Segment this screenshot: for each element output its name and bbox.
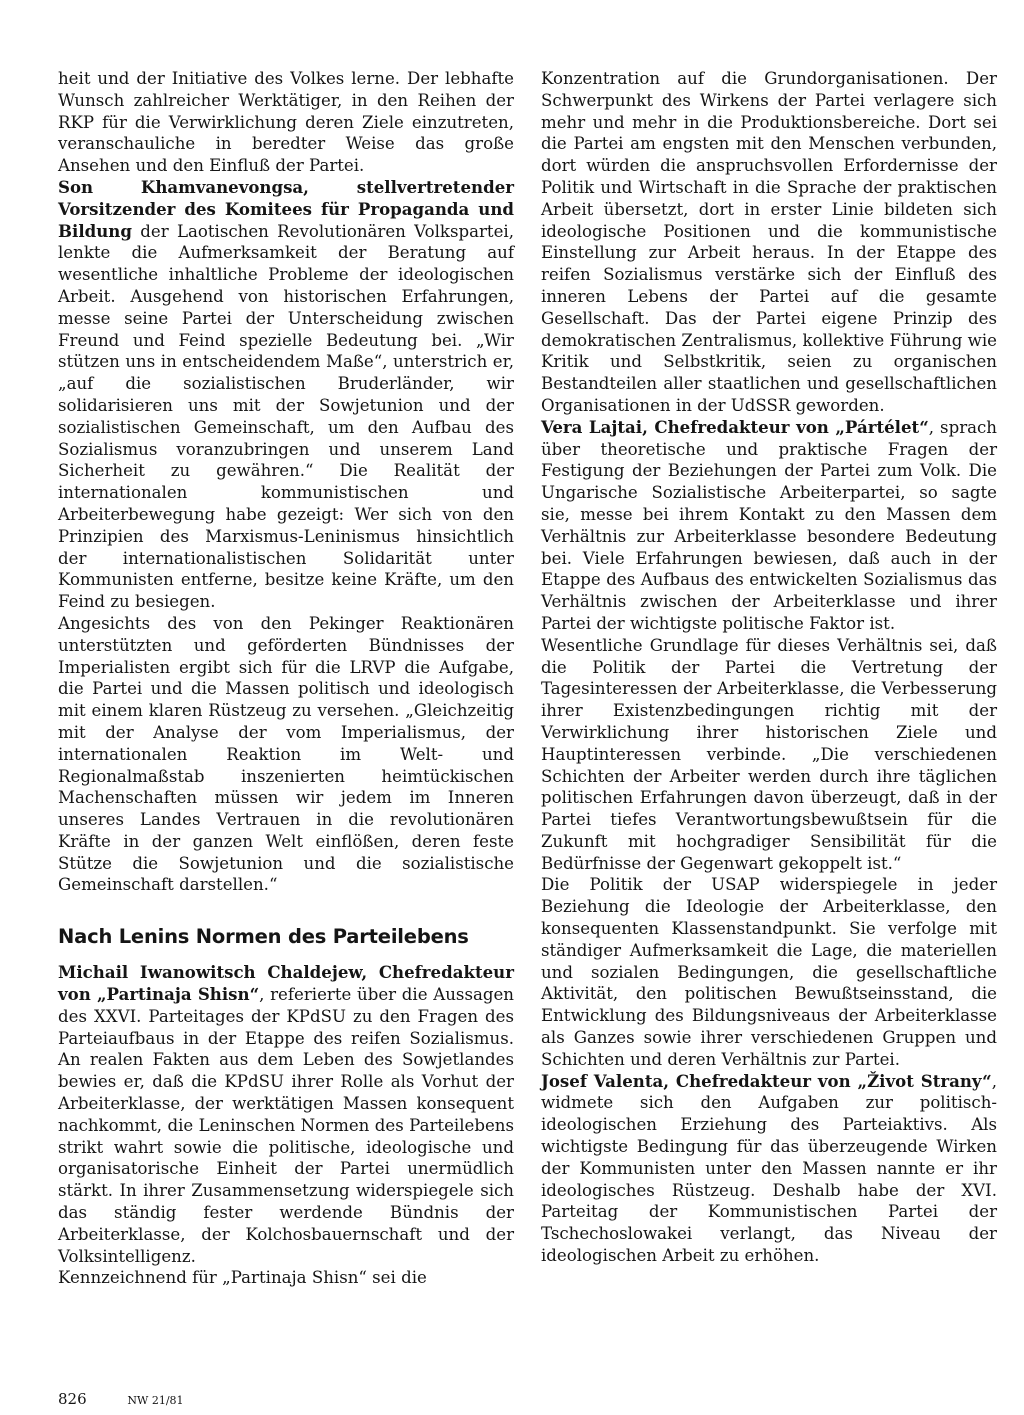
speaker-lead: Michail Iwanowitsch Chaldejew, Chefredakteur von „Partinaja Shisn“	[58, 962, 514, 1005]
issue-label: NW 21/81	[127, 1394, 184, 1407]
paragraph: Kennzeichnend für „Partinaja Shisn“ sei die	[58, 1268, 427, 1288]
speaker-lead: Vera Lajtai, Chefredakteur von „Pártélet“	[541, 416, 929, 437]
paragraph-text: , sprach über theoretische und praktische Fragen der Festigung der Beziehungen der Partei zum Volk. Die Ungarische Sozialistische Arbeiterpartei, so sagte sie, messe bei ihrem Kontakt zu den Massen dem Verhältnis zur Arbeiterklasse besondere Bedeutung bei. Viele Erfahrungen bewiesen, daß auch in der Etappe des Aufbaus des entwickelten Sozialismus das Verhältnis zwischen der Arbeiterklasse und ihrer Partei der wichtigste politische Faktor ist.	[541, 417, 997, 633]
paragraph	[58, 177, 514, 613]
paragraph: Die Politik der USAP widerspiegele in jeder Beziehung die Ideologie der Arbeiterklasse, den konsequenten Klassenstandpunkt. Sie verfolge mit ständiger Aufmerksamkeit die Lage, die materiellen und sozialen Bedingungen, die gesellschaftliche Aktivität, den politischen Bewußtseinsstand, die Entwicklung des Bildungsniveaus der Arbeiterklasse als Ganzes sowie ihrer verschiedenen Gruppen und Schichten und deren Verhältnis zur Partei.	[541, 875, 997, 1069]
paragraph: Konzentration auf die Grundorganisationen. Der Schwerpunkt des Wirkens der Partei verlagere sich mehr und mehr in die Produktionsbereiche. Dort sei die Partei am engsten mit den Menschen verbunden, dort würden die anspruchsvollen Erfordernisse der Politik und Wirtschaft in die Sprache der praktischen Arbeit übersetzt, dort in erster Linie bildeten sich ideologische Positionen und die kommunistische Einstellung zur Arbeit heraus. In der Etappe des reifen Sozialismus verstärke sich der Einfluß des inneren Lebens der Partei auf die gesamte Gesellschaft. Das der Partei eigene Prinzip des demokratischen Zentralismus, kollektive Führung wie Kritik und Selbstkritik, seien zu organischen Bestandteilen aller staatlichen und gesellschaftlichen Organisationen in der UdSSR geworden.	[541, 69, 997, 415]
paragraph-text: der Laotischen Revolutionären Volkspartei, lenkte die Aufmerksamkeit der Beratung auf wesentliche inhaltliche Probleme der ideologischen Arbeit. Ausgehend von historischen Erfahrungen, messe seine Partei der Unterscheidung zwischen Freund und Feind spezielle Bedeutung bei. „Wir stützen uns in entscheidendem Maße“, unterstrich er, „auf die sozialistischen Bruderländer, wir solidarisieren uns mit der Sowjetunion und der sozialistischen Gemeinschaft, um den Aufbau des Sozialismus voranzubringen und unserem Land Sicherheit zu gewähren.“ Die Realität der internationalen kommunistischen und Arbeiterbewegung habe gezeigt: Wer sich von den Prinzipien des Marxismus-Leninismus hinsichtlich der internationalistischen Solidarität unter Kommunisten entferne, besitze keine Kräfte, um den Feind zu besiegen.	[58, 221, 514, 612]
speaker-lead: Josef Valenta, Chefredakteur von „Život Strany“	[541, 1070, 992, 1091]
paragraph-text: , referierte über die Aussagen des XXVI. Parteitages der KPdSU zu den Fragen des Parteiaufbaus in der Etappe des reifen Sozialismus. An realen Fakten aus dem Leben des Sowjetlandes bewies er, daß die KPdSU ihrer Rolle als Vorhut der Arbeiterklasse, der werktätigen Massen konsequent nachkommt, die Leninschen Normen des Parteilebens strikt wahrt sowie die politische, ideologische und organisatorische Einheit der Partei unermüdlich stärkt. In ihrer Zusammensetzung widerspiegele sich das ständig fester werdende Bündnis der Arbeiterklasse, der Kolchosbauernschaft und der Volksintelligenz.	[58, 985, 514, 1266]
speaker-lead: Son Khamvanevongsa, stellvertretender Vorsitzender des Komitees für Propaganda und Bildung	[58, 176, 514, 241]
paragraph	[541, 417, 997, 635]
section-heading: Nach Lenins Normen des Parteilebens	[58, 925, 469, 949]
right-column	[541, 68, 997, 1267]
paragraph: heit und der Initiative des Volkes lerne. Der lebhafte Wunsch zahlreicher Werktätiger, in den Reihen der RKP für die Verwirklichung deren Ziele einzutreten, veranschauliche in beredter Weise das große Ansehen und den Einfluß der Partei.	[58, 69, 514, 176]
paragraph: Angesichts des von den Pekinger Reaktionären unterstützten und geförderten Bündnisses der Imperialisten ergibt sich für die LRVP die Aufgabe, die Partei und die Massen politisch und ideologisch mit einem klaren Rüstzeug zu versehen. „Gleichzeitig mit der Analyse der vom Imperialismus, der internationalen Reaktion im Welt- und Regionalmaßstab inszenierten heimtückischen Machenschaften müssen wir jedem im Inneren unseres Landes Vertrauen in die revolutionären Kräfte in der ganzen Welt einflößen, deren feste Stütze die Sowjetunion und die sozialistische Gemeinschaft darstellen.“	[58, 613, 514, 895]
paragraph	[541, 1071, 997, 1267]
left-column	[58, 68, 514, 1289]
page-footer	[58, 1390, 184, 1410]
page-number: 826	[58, 1390, 87, 1408]
paragraph-text: , widmete sich den Aufgaben zur politisch-ideologischen Erziehung des Parteiaktivs. Als wichtigste Bedingung für das überzeugende Wirken der Kommunisten unter den Massen nannte er ihr ideologisches Rüstzeug. Deshalb habe der XVI. Parteitag der Kommunistischen Partei der Tschechoslowakei verlangt, das Niveau der ideologischen Arbeit zu erhöhen.	[541, 1071, 997, 1266]
paragraph: Wesentliche Grundlage für dieses Verhältnis sei, daß die Politik der Partei die Vertretung der Tagesinteressen der Arbeiterklasse, die Verbesserung ihrer Existenzbedingungen richtig mit der Verwirklichung ihrer historischen Ziele und Hauptinteressen verbinde. „Die verschiedenen Schichten der Arbeiter werden durch ihre täglichen politischen Erfahrungen davon überzeugt, daß in der Partei tiefes Verantwortungsbewußtsein für die Zukunft mit hochgradiger Sensibilität für die Bedürfnisse der Gegenwart gekoppelt ist.“	[541, 635, 997, 873]
paragraph	[58, 962, 514, 1267]
